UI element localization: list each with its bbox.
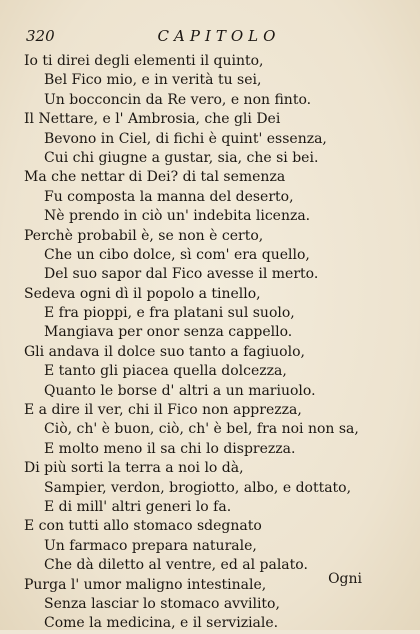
verse-line: Nè prendo in ciò un' indebita licenza. bbox=[44, 208, 311, 225]
verse-line: Che un cibo dolce, sì com' era quello, bbox=[44, 246, 310, 263]
verse-line: Gli andava il dolce suo tanto a fagiuolo, bbox=[24, 343, 305, 360]
verse-line: Io ti direi degli elementi il quinto, bbox=[24, 53, 264, 69]
verse-line: E con tutti allo stomaco sdegnato bbox=[24, 518, 262, 535]
verse-line: Bel Fico mio, e in verità tu sei, bbox=[44, 72, 262, 89]
verse-line: Che dà diletto al ventre, ed al palato. bbox=[44, 557, 308, 574]
page-header bbox=[26, 27, 394, 49]
verse-line: Ma che nettar di Dei? di tal semenza bbox=[24, 169, 286, 186]
verse-line: Del suo sapor dal Fico avesse il merto. bbox=[44, 266, 319, 283]
verse-line: Di più sorti la terra a noi lo dà, bbox=[24, 460, 244, 477]
verse-line: Mangiava per onor senza cappello. bbox=[44, 324, 293, 341]
verse-line: Cui chi giugne a gustar, sia, che si bei. bbox=[44, 149, 319, 166]
verse-line: E molto meno il sa chi lo disprezza. bbox=[44, 440, 296, 457]
verse-line: Un bocconcin da Re vero, e non finto. bbox=[44, 91, 312, 108]
verse-line: E a dire il ver, chi il Fico non apprezza, bbox=[24, 402, 302, 419]
verse-line: Come la medicina, e il serviziale. bbox=[44, 615, 279, 632]
verse-line: Sampier, verdon, brogiotto, albo, e dottato, bbox=[44, 479, 352, 496]
verse-line: Purga l' umor maligno intestinale, bbox=[24, 576, 267, 593]
verse-line: Il Nettare, e l' Ambrosia, che gli Dei bbox=[24, 111, 281, 128]
verse-line: E di mill' altri generi lo fa. bbox=[44, 498, 232, 515]
verse-line: Bevono in Ciel, di fichi è quint' essenza, bbox=[44, 130, 327, 147]
verse-line: E tanto gli piacea quella dolcezza, bbox=[44, 363, 287, 380]
catchword: Ogni bbox=[328, 571, 362, 587]
verse-line: Senza lasciar lo stomaco avvilito, bbox=[44, 595, 280, 612]
verse-line: Sedeva ogni dì il popolo a tinello, bbox=[24, 285, 261, 302]
running-title: CAPITOLO bbox=[157, 27, 281, 45]
verse-line: Fu composta la manna del deserto, bbox=[44, 188, 294, 205]
verse-line: Un farmaco prepara naturale, bbox=[44, 537, 257, 554]
verse-block bbox=[24, 52, 396, 634]
verse-line: Perchè probabil è, se non è certo, bbox=[24, 227, 264, 244]
verse-line: Quanto le borse d' altri a un mariuolo. bbox=[44, 382, 316, 399]
verse-line: E fra pioppi, e fra platani sul suolo, bbox=[44, 305, 295, 322]
verse-line: Ciò, ch' è buon, ciò, ch' è bel, fra noi non sa, bbox=[44, 421, 359, 438]
page-number: 320 bbox=[26, 27, 55, 45]
